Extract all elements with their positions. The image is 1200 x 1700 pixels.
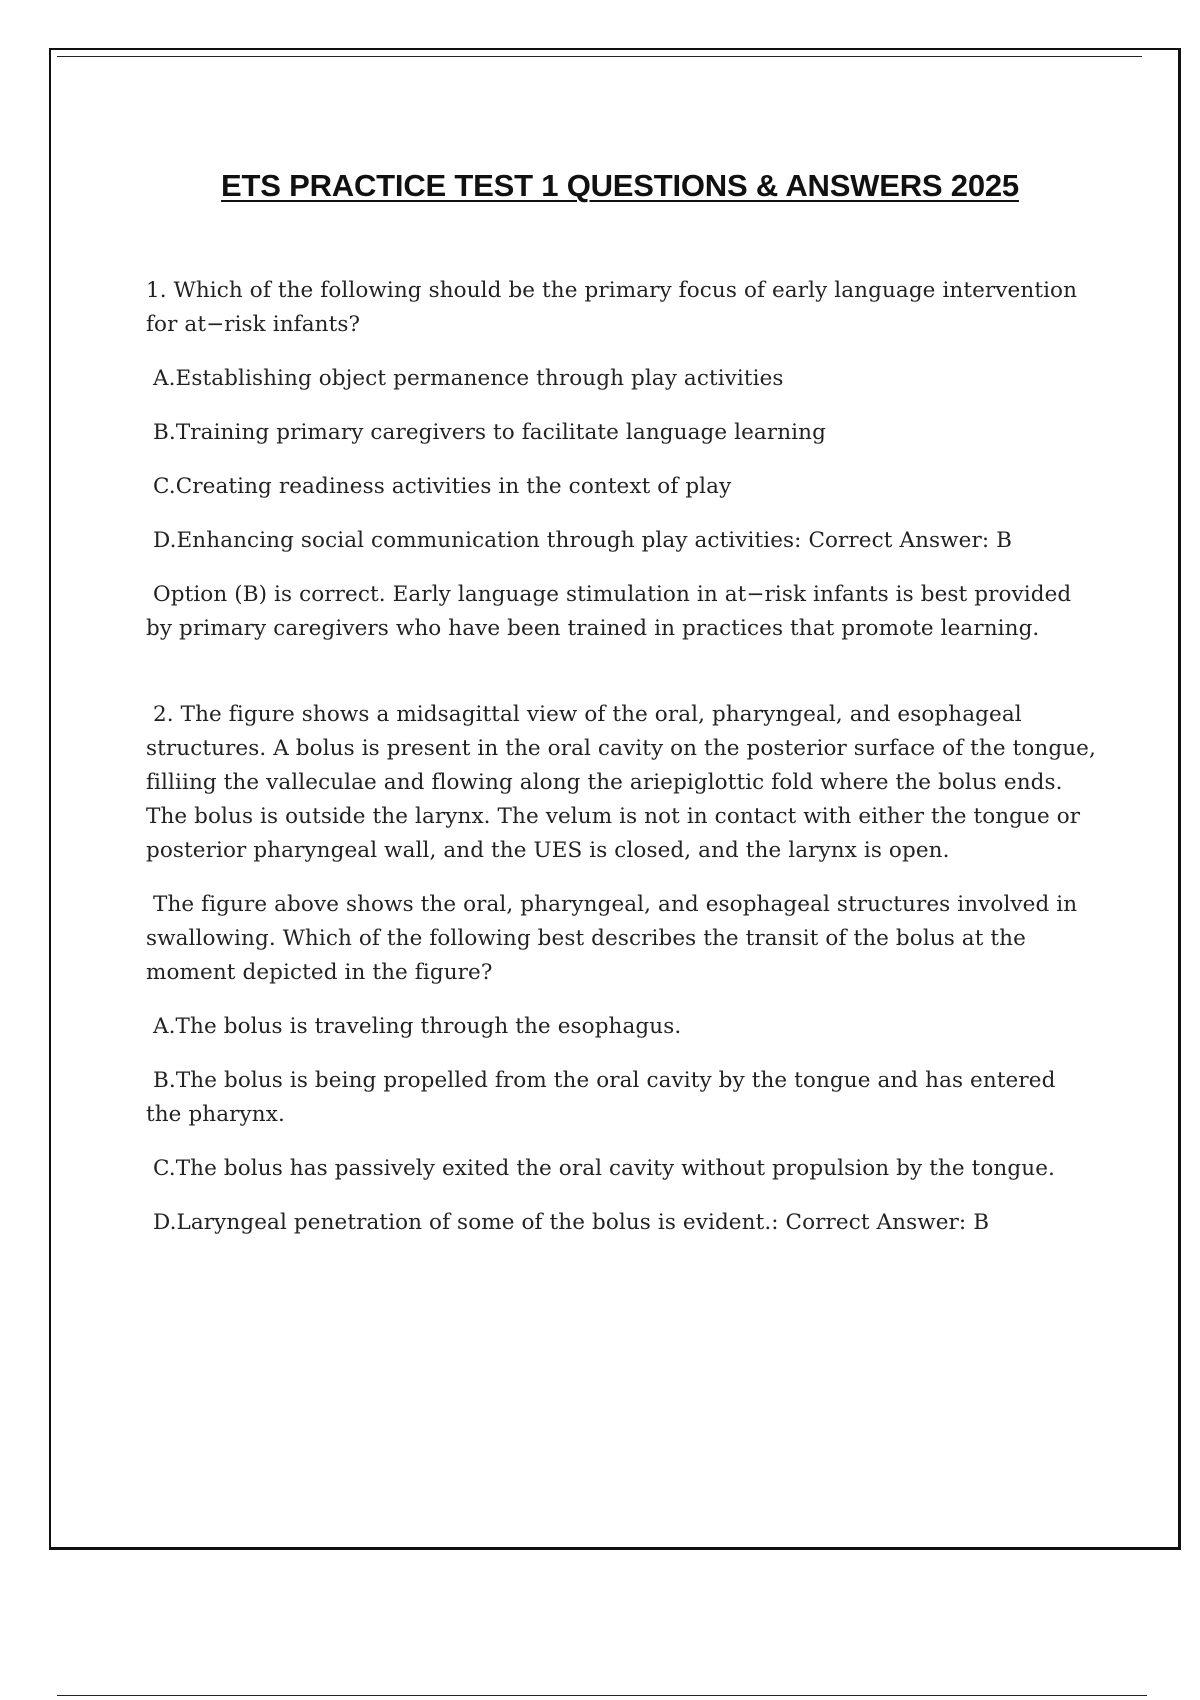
question-2 [146, 698, 1096, 1240]
question-2-option-b: B.The bolus is being propelled from the oral cavity by the tongue and has entered the pharynx. [146, 1068, 1056, 1127]
question-2-prompt: The figure above shows the oral, pharyngeal, and esophageal structures involved in swallowing. Which of the following best describes the transit of the bolus at the moment depicted in the figure? [146, 892, 1078, 985]
question-1-option-c: C.Creating readiness activities in the context of play [153, 474, 732, 499]
question-2-stem: 2. The figure shows a midsagittal view of the oral, pharyngeal, and esophageal structures. A bolus is present in the oral cavity on the posterior surface of the tongue, filliing the valleculae and flowing along the ariepiglottic fold where the bolus ends. The bolus is outside the larynx. The velum is not in contact with either the tongue or posterior pharyngeal wall, and the UES is closed, and the larynx is open. [146, 702, 1096, 863]
question-2-option-d: D.Laryngeal penetration of some of the bolus is evident.: Correct Answer: B [153, 1210, 990, 1235]
question-2-option-a: A.The bolus is traveling through the esophagus. [153, 1014, 682, 1039]
document-body [146, 274, 1096, 1260]
question-1-explanation: Option (B) is correct. Early language stimulation in at−risk infants is best provided by primary caregivers who have been trained in practices that promote learning. [146, 582, 1072, 641]
top-rule [57, 56, 1142, 57]
question-2-option-c: C.The bolus has passively exited the oral cavity without propulsion by the tongue. [153, 1156, 1055, 1181]
question-1-option-b: B.Training primary caregivers to facilitate language learning [153, 420, 826, 445]
question-1-stem: 1. Which of the following should be the primary focus of early language intervention for at−risk infants? [146, 278, 1078, 337]
question-1 [146, 274, 1096, 646]
bottom-rule [57, 1695, 1147, 1696]
document-title: ETS PRACTICE TEST 1 QUESTIONS & ANSWERS 2025 [221, 167, 1019, 203]
question-1-option-d: D.Enhancing social communication through play activities: Correct Answer: B [153, 528, 1013, 553]
question-1-option-a: A.Establishing object permanence through play activities [153, 366, 784, 391]
